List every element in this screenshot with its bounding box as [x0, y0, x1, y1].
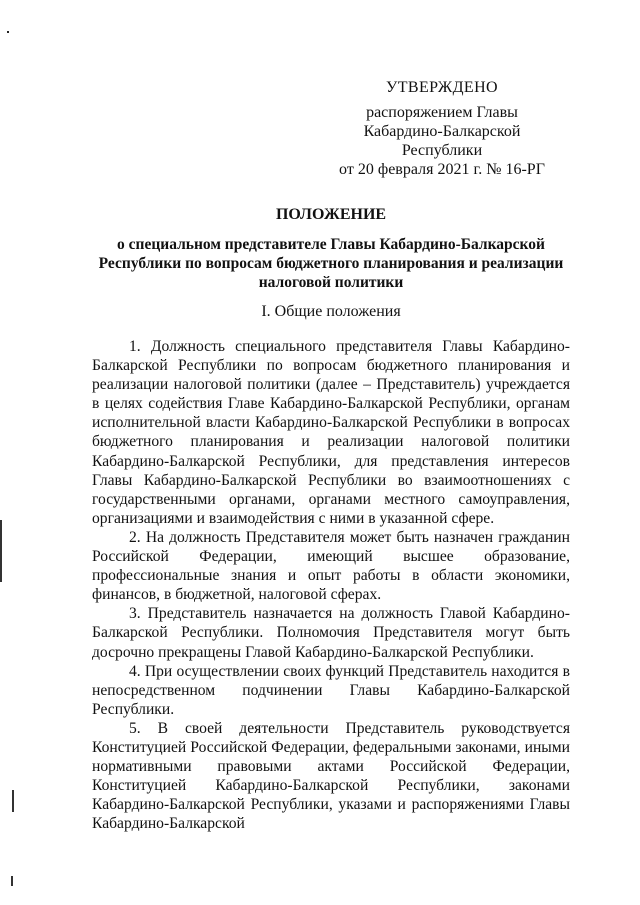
approval-block — [322, 78, 562, 179]
document-body — [92, 337, 570, 833]
document-title: ПОЛОЖЕНИЕ — [275, 206, 387, 223]
scan-edge-mark — [0, 520, 2, 582]
paragraph-2: 2. На должность Представителя может быть назначен гражданин Российской Федерации, имеющий высшее образование, профессиональные знания и опыт работы в области экономики, финансов, в бюджетной, налоговой сферах. — [92, 528, 570, 604]
scan-edge-mark — [11, 876, 13, 886]
document-subtitle: о специальном представителе Главы Кабардино-Балкарской Республики по вопросам бюджетного планирования и реализации налоговой политики — [98, 236, 564, 291]
approval-stamp: УТВЕРЖДЕНО — [385, 79, 498, 96]
approval-line: Кабардино-Балкарской Республики — [363, 123, 521, 159]
approval-date: от 20 февраля 2021 г. № 16-РГ — [339, 161, 545, 178]
document-heading — [92, 205, 570, 292]
paragraph-5: 5. В своей деятельности Представитель руководствуется Конституцией Российской Федерации, федеральными законами, иными нормативными правовыми актами Российской Федерации, Конституцией Кабардино-Балкарской Республики, законами Кабардино-Балкарской Республики, указами и распоряжениями Главы Кабардино-Балкарской — [92, 719, 570, 833]
section-title: I. Общие положения — [261, 303, 401, 320]
scan-speck — [7, 31, 9, 33]
paragraph-1: 1. Должность специального представителя Главы Кабардино-Балкарской Республики по вопросам бюджетного планирования и реализации налоговой политики (далее – Представитель) учреждается в целях содействия Главе Кабардино-Балкарской Республики, органам исполнительной власти Кабардино-Балкарской Республики в вопросах бюджетного планирования и реализации налоговой политики Кабардино-Балкарской Республики, для представления интересов Главы Кабардино-Балкарской Республики во взаимоотношениях с государственными органами, органами местного самоуправления, организациями и взаимодействия с ними в указанной сфере. — [92, 338, 570, 527]
paragraph-3: 3. Представитель назначается на должность Главой Кабардино-Балкарской Республики. Полномочия Представителя могут быть досрочно прекращены Главой Кабардино-Балкарской Республики. — [92, 605, 570, 661]
approval-line: распоряжением Главы — [366, 104, 518, 121]
scan-edge-mark — [12, 790, 14, 812]
paragraph-4: 4. При осуществлении своих функций Представитель находится в непосредственном подчинении Главы Кабардино-Балкарской Республики. — [92, 662, 570, 718]
